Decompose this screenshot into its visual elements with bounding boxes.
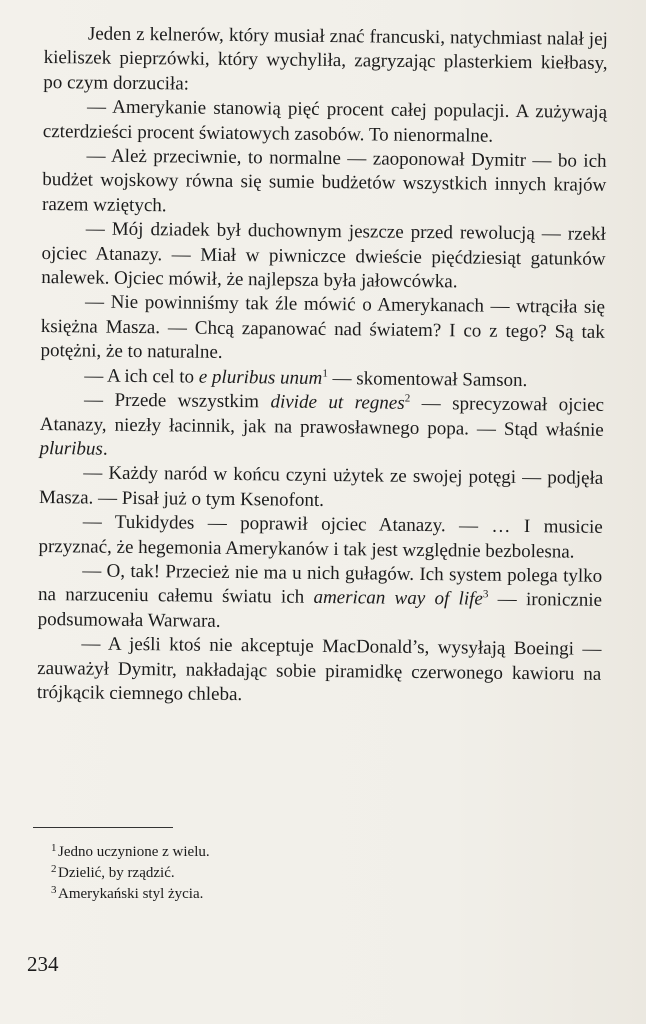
page-number: 234 (27, 952, 59, 976)
text-run: — Nie powinniśmy tak źle mówić o Amerykanach — wtrąciła się księżna Masza. — Chcą zapanować nad światem? I co z tego? Są tak potężni, że to naturalne. (40, 291, 606, 364)
italic-phrase: pluribus (39, 437, 104, 460)
italic-phrase: divide ut regnes (270, 391, 405, 414)
footnote-separator (33, 827, 173, 828)
footnote (51, 884, 210, 905)
text-run: — A ich cel to (84, 365, 199, 388)
italic-phrase: e pluribus unum (198, 366, 323, 389)
body-text (37, 22, 608, 711)
paragraph (42, 144, 607, 223)
footnote (51, 863, 210, 884)
paragraph (37, 632, 602, 711)
text-run: — sprecyzował ojciec Atanazy, niezły łacinnik, jak na prawosławnego popa. — Stąd właśnie (39, 392, 605, 441)
text-run: — Każdy naród w końcu czyni użytek ze swojej potęgi — podjęła Masza. — Pisał już o tym Ksenofont. (38, 462, 604, 511)
text-run: — skomentował Samson. (327, 367, 528, 391)
text-run: . (102, 438, 108, 460)
paragraph (43, 95, 607, 150)
footnote-text: Jedno uczynione z wielu. (58, 844, 210, 860)
text-run: — O, tak! Przecież nie ma u nich gułagów. Ich system polega tylko na narzuceniu całemu światu ich (37, 560, 603, 609)
paragraph (38, 510, 602, 565)
footnote-text: Dzielić, by rządzić. (58, 865, 175, 881)
text-run: Jeden z kelnerów, który musiał znać francuski, natychmiast nalał jej kieliszek pieprzówki, który wychyliła, zagryzając plasterkiem kiełbasy, po czym dorzuciła: (43, 23, 608, 95)
footnote-number: 1 (51, 842, 57, 854)
paragraph (43, 22, 608, 101)
footnote-ref: 2 (404, 392, 411, 405)
footnote-ref: 1 (322, 367, 328, 380)
text-run: — Tukidydes — poprawił ojciec Atanazy. — … I musicie przyznać, że hegemonia Amerykanów i tak jest względnie bezbolesna. (38, 511, 603, 563)
footnote-ref: 3 (482, 588, 489, 601)
paragraph (39, 461, 603, 516)
italic-phrase: american way of life (313, 587, 483, 610)
text-run: — Przede wszystkim (83, 389, 271, 413)
text-run: — A jeśli ktoś nie akceptuje MacDonald’s, wysyłają Boeingi — zauważył Dymitr, nakładając sobie piramidkę czerwonego kawioru na trójkącik ciemnego chleba. (36, 633, 602, 706)
paragraph (38, 559, 603, 638)
text-run: — Amerykanie stanowią pięć procent całej populacji. A zużywają czterdzieści procent światowych zasobów. To nienormalne. (42, 96, 608, 147)
footnote-text: Amerykański styl życia. (58, 886, 204, 902)
paragraph (40, 290, 605, 369)
footnote (51, 842, 210, 863)
paragraph (41, 217, 606, 296)
paragraph (39, 388, 604, 467)
footnote-number: 3 (51, 884, 57, 896)
footnotes (51, 842, 210, 905)
text-run: — ironicznie podsumowała Warwara. (37, 589, 603, 632)
text-run: — Mój dziadek był duchownym jeszcze przed rewolucją — rzekł ojciec Atanazy. — Miał w piwniczce dwieście pięćdziesiąt gatunków nalewek. Ojciec mówił, że najlepsza była jałowcówka. (41, 218, 606, 293)
footnote-number: 2 (51, 863, 57, 875)
text-run: — Ależ przeciwnie, to normalne — zaoponował Dymitr — bo ich budżet wojskowy równa się sumie budżetów wszystkich innych krajów razem wziętych. (41, 145, 607, 217)
